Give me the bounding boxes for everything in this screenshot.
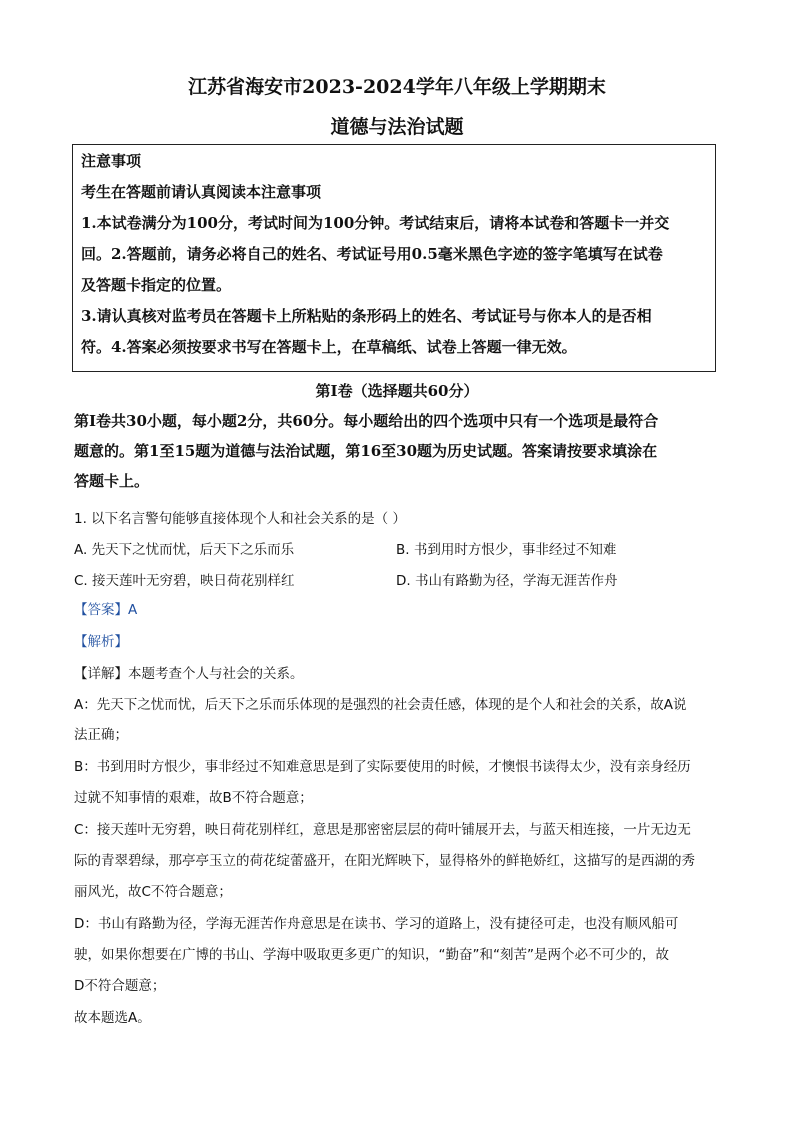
intro-line: 答题卡上。 — [74, 472, 150, 490]
notice-heading: 注意事项 — [81, 152, 142, 170]
page-subtitle: 道德与法治试题 — [330, 116, 464, 138]
analysis-line: 法正确； — [74, 727, 128, 743]
analysis-line: 驶，如果你想要在广博的书山、学海中吸取更多更广的知识，“勤奋”和“刻苦”是两个必不可少的，故 — [74, 947, 669, 963]
intro-line: 第Ⅰ卷共30小题，每小题2分，共60分。每小题给出的四个选项中只有一个选项是最符合 — [74, 412, 659, 430]
analysis-line: D：书山有路勤为径，学海无涯苦作舟意思是在读书、学习的道路上，没有捷径可走，也没有顺风船可 — [74, 916, 679, 932]
page-title: 江苏省海安市2023-2024学年八年级上学期期末 — [188, 76, 606, 98]
notice-line: 1.本试卷满分为100分，考试时间为100分钟。考试结束后，请将本试卷和答题卡一并交 — [81, 214, 670, 232]
analysis-line: D不符合题意； — [74, 978, 166, 994]
answer-label: 【答案】A — [74, 602, 138, 618]
analysis-line: A：先天下之忧而忧，后天下之乐而乐体现的是强烈的社会责任感，体现的是个人和社会的关系，故A说 — [74, 697, 687, 713]
analysis-conclusion: 故本题选A。 — [74, 1010, 151, 1026]
notice-line: 回。2.答题前，请务必将自己的姓名、考试证号用0.5毫米黑色字迹的签字笔填写在试卷 — [81, 245, 663, 263]
analysis-line: B：书到用时方恨少，事非经过不知难意思是到了实际要使用的时候，才懊恨书读得太少，没有亲身经历 — [74, 759, 691, 775]
notice-line: 3.请认真核对监考员在答题卡上所粘贴的条形码上的姓名、考试证号与你本人的是否相 — [81, 307, 652, 325]
intro-line: 题意的。第1至15题为道德与法治试题，第16至30题为历史试题。答案请按要求填涂在 — [74, 442, 658, 460]
section-intro — [74, 406, 722, 496]
option-c: C. 接天莲叶无穷碧，映日荷花别样红 — [74, 573, 295, 589]
option-d: D. 书山有路勤为径，学海无涯苦作舟 — [396, 573, 618, 589]
notice-box — [72, 144, 716, 372]
option-a: A. 先天下之忧而忧，后天下之乐而乐 — [74, 542, 295, 558]
notice-line: 考生在答题前请认真阅读本注意事项 — [81, 183, 322, 201]
notice-line: 符。4.答案必须按要求书写在答题卡上，在草稿纸、试卷上答题一律无效。 — [81, 338, 577, 356]
analysis-line: C：接天莲叶无穷碧，映日荷花别样红，意思是那密密层层的荷叶铺展开去，与蓝天相连接，一片无边无 — [74, 822, 691, 838]
question-stem: 1. 以下名言警句能够直接体现个人和社会关系的是（ ） — [74, 511, 406, 527]
section-heading: 第Ⅰ卷（选择题共60分） — [315, 382, 479, 400]
option-b: B. 书到用时方恨少，事非经过不知难 — [396, 542, 617, 558]
analysis-line: 丽风光，故C不符合题意； — [74, 884, 232, 900]
analysis-line: 过就不知事情的艰难，故B不符合题意； — [74, 790, 313, 806]
analysis-line: 【详解】本题考查个人与社会的关系。 — [74, 666, 304, 682]
notice-line: 及答题卡指定的位置。 — [81, 276, 232, 294]
analysis-label: 【解析】 — [74, 634, 128, 650]
analysis-line: 际的青翠碧绿，那亭亭玉立的荷花绽蕾盛开，在阳光辉映下，显得格外的鲜艳娇红，这描写的是西湖的秀 — [74, 853, 695, 869]
